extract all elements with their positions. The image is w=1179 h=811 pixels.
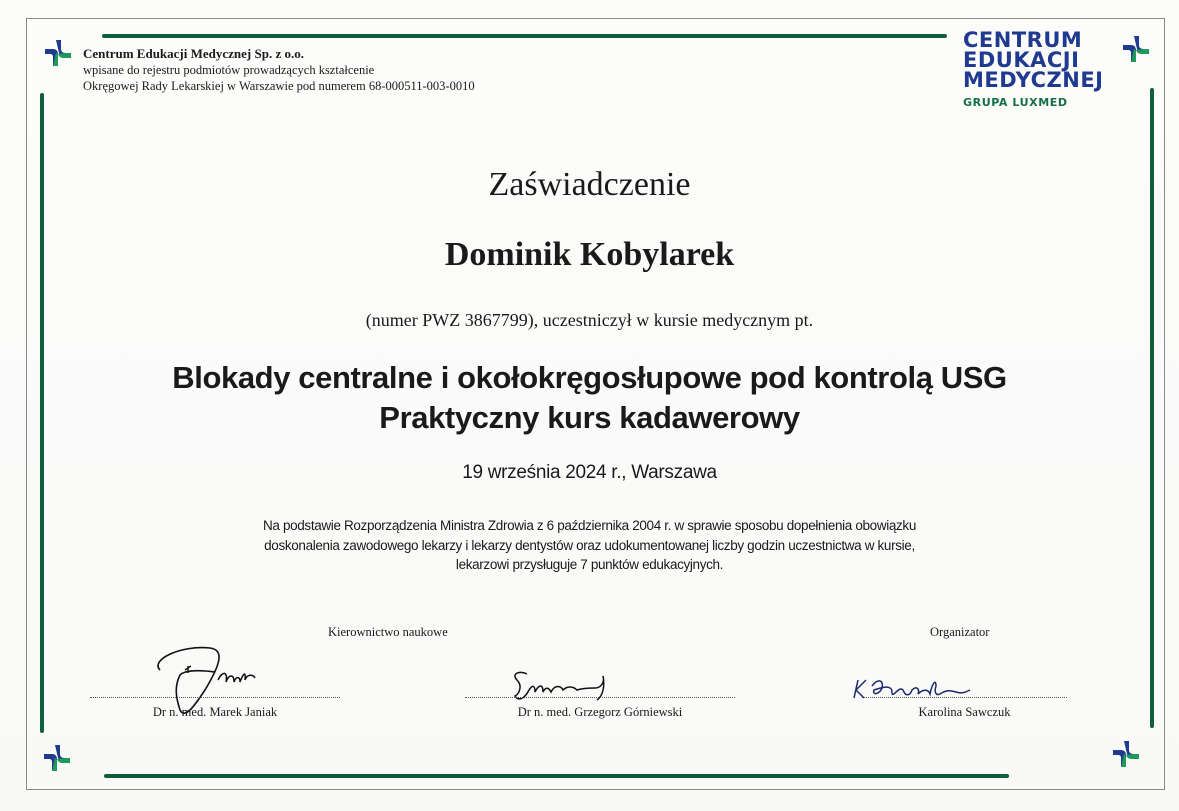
- legal-line-3: lekarzowi przysługuje 7 punktów edukacyjnych.: [455, 557, 724, 572]
- medical-cross-icon: [1121, 34, 1151, 64]
- signature-line: [90, 697, 340, 698]
- medical-cross-icon: [42, 743, 72, 773]
- brand-logo-line-2: EDUKACJI: [963, 48, 1080, 72]
- brand-logo-line-3: MEDYCZNEJ: [963, 68, 1104, 92]
- medical-cross-icon: [1111, 739, 1141, 769]
- legal-line-2: doskonalenia zawodowego lekarzy i lekarzy dentystów oraz udokumentowanej liczby godzin uczestnictwa w kursie,: [264, 537, 915, 553]
- pwz-statement: (numer PWZ 3867799), uczestniczył w kursie medycznym pt.: [365, 310, 814, 330]
- organization-header: [83, 46, 475, 94]
- legal-statement: [0, 516, 1179, 575]
- brand-logo-line-1: CENTRUM: [963, 28, 1083, 52]
- brand-logo-subtitle: GRUPA LUXMED: [963, 96, 1068, 109]
- brand-logo: [963, 30, 1103, 109]
- organization-name: Centrum Edukacji Medycznej Sp. z o.o.: [83, 46, 304, 61]
- signature-line: [465, 697, 735, 698]
- date-and-place: 19 września 2024 r., Warszawa: [462, 462, 717, 483]
- scientific-direction-label: Kierownictwo naukowe: [328, 625, 448, 639]
- signer-block-janiak: [90, 697, 340, 720]
- course-title-line-2: Praktyczny kurs kadawerowy: [379, 400, 800, 435]
- signer-block-gorniewski: [465, 697, 735, 720]
- recipient-name: Dominik Kobylarek: [444, 236, 735, 273]
- top-green-rule: [102, 34, 947, 38]
- document-title: Zaświadczenie: [488, 166, 691, 203]
- bottom-green-rule: [104, 774, 1009, 778]
- signature-line: [862, 697, 1067, 698]
- registry-line-2: Okręgowej Rady Lekarskiej w Warszawie pod numerem 68-000511-003-0010: [83, 79, 475, 93]
- signer-name: Dr n. med. Grzegorz Górniewski: [517, 705, 683, 719]
- registry-line-1: wpisane do rejestru podmiotów prowadzących kształcenie: [83, 63, 375, 77]
- course-title: [0, 358, 1179, 438]
- signer-block-sawczuk: [862, 697, 1067, 720]
- legal-line-1: Na podstawie Rozporządzenia Ministra Zdrowia z 6 października 2004 r. w sprawie sposobu dopełnienia obowiązku: [263, 518, 916, 533]
- signer-name: Dr n. med. Marek Janiak: [152, 705, 278, 719]
- medical-cross-icon: [43, 38, 73, 68]
- signer-name: Karolina Sawczuk: [918, 705, 1011, 719]
- organizer-label: Organizator: [930, 625, 990, 639]
- course-title-line-1: Blokady centralne i okołokręgosłupowe pod kontrolą USG: [172, 360, 1007, 395]
